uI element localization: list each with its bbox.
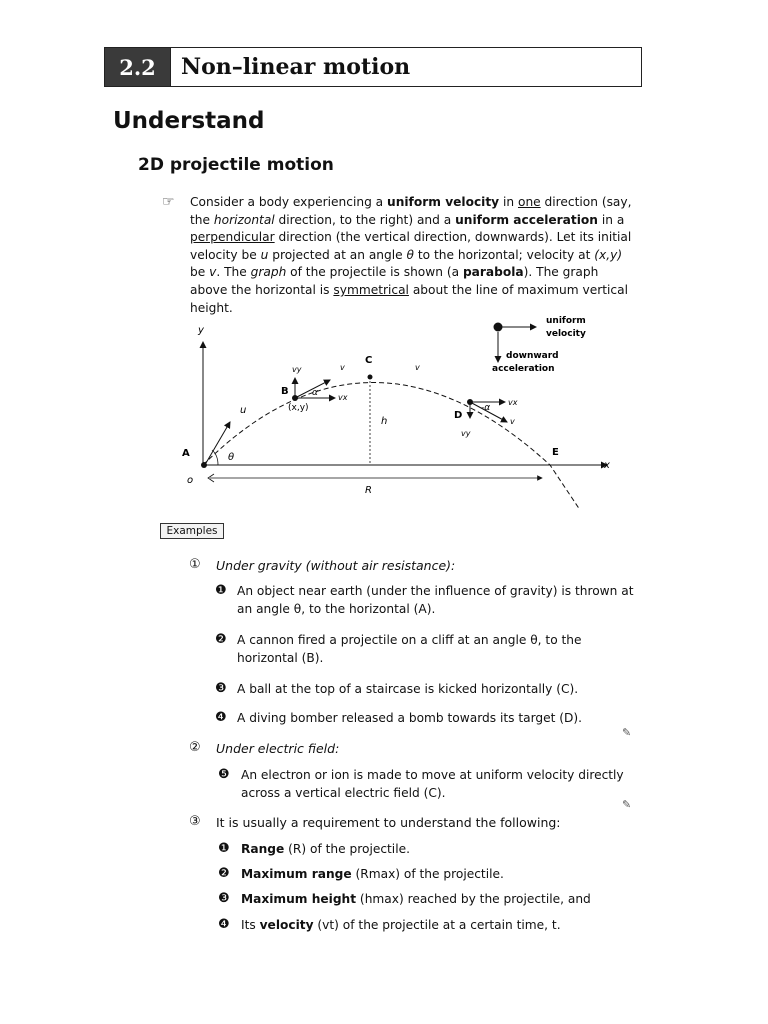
projectile-diagram [170, 310, 620, 515]
v-label-top: v [415, 363, 420, 372]
gravity-item-4: A diving bomber released a bomb towards its target (D). [237, 711, 583, 725]
legend-dot [494, 323, 503, 332]
gravity-item-4-marker: ❹ [215, 710, 227, 725]
gravity-item-2-marker: ❷ [215, 632, 227, 647]
examples-tag: Examples [160, 523, 224, 539]
category-1-marker: ① [189, 557, 201, 572]
v-label-d: v [510, 417, 515, 426]
range-label: R [365, 485, 372, 496]
category-3-marker: ③ [189, 814, 201, 829]
req-item-4: Its velocity (vt) of the projectile at a certain time, t. [241, 918, 561, 932]
electric-item-1-marker: ❺ [218, 767, 230, 782]
legend-uniform: uniform [546, 316, 586, 326]
electric-item-1: An electron or ion is made to move at uniform velocity directly across a vertical electric field (C). [241, 768, 624, 800]
origin-label: o [187, 475, 194, 486]
legend-downward: downward [506, 351, 559, 361]
gravity-item-2: A cannon fired a projectile on a cliff at an angle θ, to the horizontal (B). [237, 633, 582, 665]
req-item-3-marker: ❸ [218, 891, 230, 906]
v-label-b: v [340, 363, 345, 372]
gravity-item-3-marker: ❸ [215, 681, 227, 696]
gravity-item-3: A ball at the top of a staircase is kicked horizontally (C). [237, 682, 579, 696]
point-a-dot [201, 462, 207, 468]
intro-paragraph: Consider a body experiencing a uniform velocity in one direction (say, the horizontal direction, to the right) and a uniform acceleration in a perpendicular direction (the vertical direction, downwards). Let its initial velocity be u projected at an angle θ to the horizontal; velocity at (x,y) be v. The graph of the projectile is shown (a parabola). The graph above the horizontal is symmetrical about the line of maximum vertical height. [190, 195, 632, 315]
section-number: 2.2 [105, 48, 170, 86]
theta-label: θ [228, 452, 235, 463]
vx-label-b: vx [338, 393, 348, 402]
point-e-label: E [552, 447, 559, 458]
section-title: Non–linear motion [170, 48, 410, 86]
point-a-label: A [182, 448, 190, 459]
vy-label-b: vy [292, 365, 302, 374]
y-axis-label: y [198, 325, 204, 336]
category-2-marker: ② [189, 740, 201, 755]
point-b-label: B [281, 386, 289, 397]
page-heading: Understand [113, 108, 265, 134]
neg-alpha-label: -α [481, 403, 491, 413]
req-item-2-marker: ❷ [218, 866, 230, 881]
category-3-title: It is usually a requirement to understand the following: [216, 815, 561, 830]
req-item-1: Range (R) of the projectile. [241, 842, 410, 856]
point-d-label: D [454, 410, 463, 421]
x-axis-label: x [604, 460, 610, 471]
category-2-title: Under electric field: [216, 741, 340, 756]
trajectory-curve [203, 383, 580, 511]
req-item-1-marker: ❶ [218, 841, 230, 856]
category-1-title: Under gravity (without air resistance): [216, 558, 456, 573]
pen-note-icon: ✎ [622, 726, 632, 739]
legend-velocity: velocity [546, 329, 586, 339]
req-item-4-marker: ❹ [218, 917, 230, 932]
pen-note-icon-2: ✎ [622, 798, 632, 811]
legend-acceleration: acceleration [492, 364, 555, 374]
xy-label: (x,y) [288, 403, 309, 413]
gravity-item-1-marker: ❶ [215, 583, 227, 598]
subheading: 2D projectile motion [138, 155, 334, 175]
gravity-item-1: An object near earth (under the influence of gravity) is thrown at an angle θ, to the horizontal (A). [237, 584, 634, 616]
u-label: u [240, 405, 247, 416]
vy-label-d: vy [461, 429, 471, 438]
req-item-2: Maximum range (Rmax) of the projectile. [241, 867, 504, 881]
point-c-label: C [365, 355, 373, 366]
initial-velocity-arrow [206, 422, 230, 463]
vx-label-d: vx [508, 398, 518, 407]
alpha-label-b: α [312, 388, 318, 398]
pointing-hand-icon: ☞ [162, 194, 175, 210]
h-label: h [381, 416, 388, 427]
section-header [104, 47, 642, 87]
req-item-3: Maximum height (hmax) reached by the projectile, and [241, 892, 591, 906]
